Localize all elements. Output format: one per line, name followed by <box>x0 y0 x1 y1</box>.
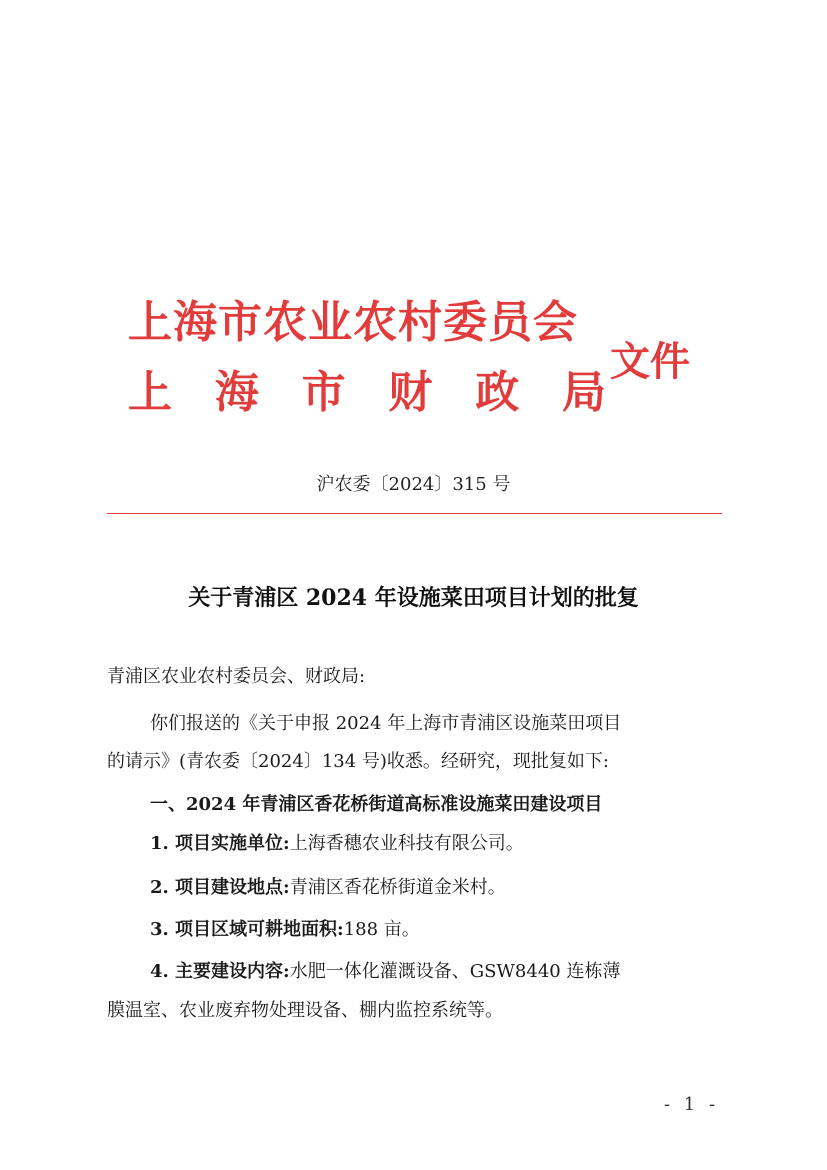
issuing-agency-2 <box>128 356 606 420</box>
page-number: - 1 - <box>664 1094 720 1115</box>
list-item <box>150 873 506 899</box>
agency-2-char: 上 <box>128 367 172 418</box>
agency-2-char: 政 <box>475 367 520 418</box>
list-item-continuation: 膜温室、农业废弃物处理设备、棚内监控系统等。 <box>107 1000 503 1021</box>
red-divider-line <box>107 513 722 514</box>
item-label: 3. 项目区域可耕地面积: <box>150 919 344 940</box>
item-value: 188 亩。 <box>343 919 420 940</box>
item-value: 水肥一体化灌溉设备、GSW8440 连栋薄 <box>289 961 621 982</box>
list-item <box>150 957 620 983</box>
document-title: 关于青浦区 2024 年设施菜田项目计划的批复 <box>188 585 639 611</box>
paragraph-1-line-1: 你们报送的《关于申报 2024 年上海市青浦区设施菜田项目 <box>150 713 622 734</box>
paragraph-1-line-2: 的请示》(青农委〔2024〕134 号)收悉。经研究，现批复如下: <box>107 751 609 772</box>
list-item <box>150 915 420 941</box>
agency-2-char: 局 <box>561 367 606 418</box>
addressee: 青浦区农业农村委员会、财政局: <box>107 666 366 687</box>
document-type-label: 文件 <box>610 338 690 385</box>
item-label: 1. 项目实施单位: <box>150 833 290 854</box>
section-1-heading: 一、2024 年青浦区香花桥街道高标准设施菜田建设项目 <box>150 794 603 815</box>
agency-2-char: 市 <box>301 367 346 418</box>
agency-2-char: 财 <box>388 367 433 418</box>
item-label: 2. 项目建设地点: <box>150 877 290 898</box>
item-label: 4. 主要建设内容: <box>150 961 290 982</box>
list-item <box>150 829 524 855</box>
item-value: 上海香穗农业科技有限公司。 <box>289 833 524 854</box>
item-value: 青浦区香花桥街道金米村。 <box>289 877 506 898</box>
agency-2-char: 海 <box>214 367 259 418</box>
issuing-agency-1: 上海市农业农村委员会 <box>128 297 578 348</box>
document-number: 沪农委〔2024〕315 号 <box>316 474 511 495</box>
